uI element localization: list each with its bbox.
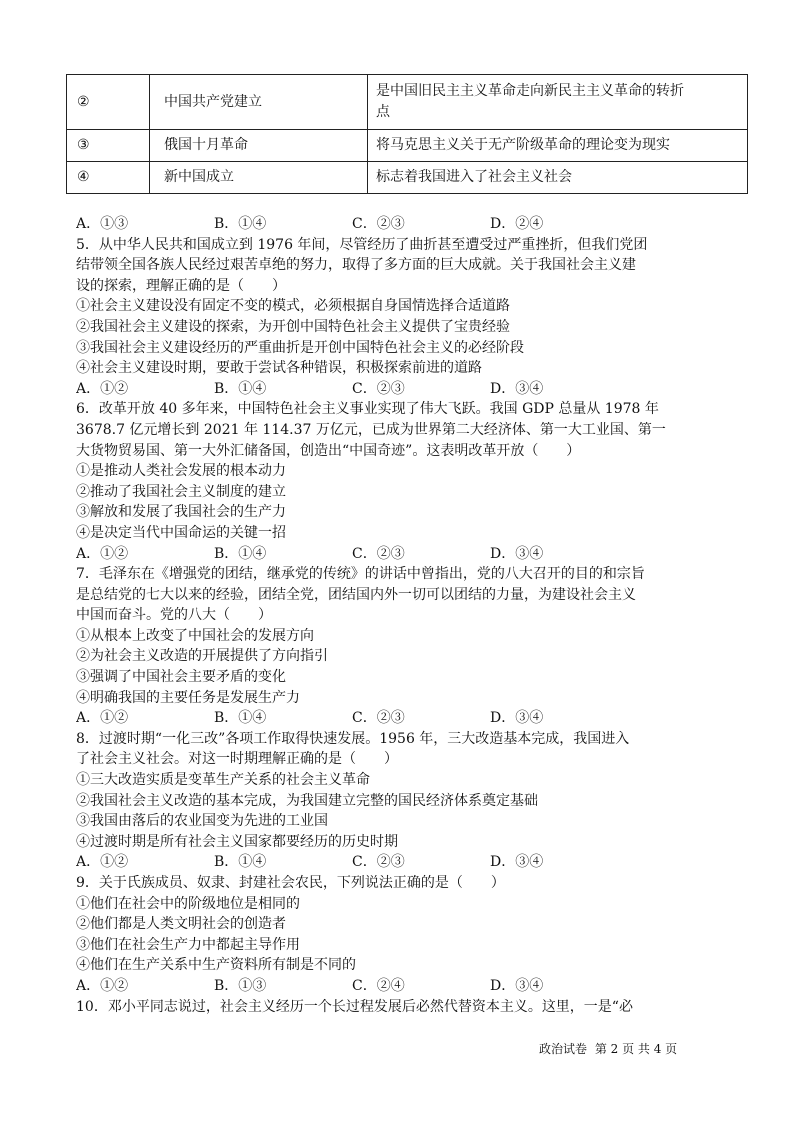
option-a: A．①② bbox=[76, 710, 129, 727]
statement-item: ④是决定当代中国命运的关键一招 bbox=[76, 524, 286, 541]
statement-item: ①他们在社会中的阶级地位是相同的 bbox=[76, 895, 300, 912]
statement-item: ①三大改造实质是变革生产关系的社会主义革命 bbox=[76, 772, 370, 789]
option-c: C．②③ bbox=[352, 710, 405, 727]
statement-item: ④过渡时期是所有社会主义国家都要经历的历史时期 bbox=[76, 833, 398, 850]
option-d: D．③④ bbox=[490, 977, 544, 994]
option-a: A．①② bbox=[76, 977, 129, 994]
row-description-line: 点 bbox=[376, 104, 390, 120]
statement-item: ④他们在生产关系中生产资料所有制是不同的 bbox=[76, 957, 356, 974]
row-description bbox=[368, 162, 748, 194]
option-c: C．②③ bbox=[352, 216, 405, 232]
row-event: 新中国成立 bbox=[150, 162, 368, 194]
questions-body bbox=[76, 214, 744, 1017]
option-d: D．③④ bbox=[490, 854, 544, 871]
question-stem-line: 中国而奋斗。党的八大（ ） bbox=[76, 607, 272, 624]
statement-item: ①社会主义建设没有固定不变的模式，必须根据自身国情选择合适道路 bbox=[76, 298, 510, 315]
row-number: ③ bbox=[67, 130, 150, 162]
statement-item: ②我国社会主义建设的探索，为开创中国特色社会主义提供了宝贵经验 bbox=[76, 318, 510, 335]
statement-item: ③我国由落后的农业国变为先进的工业国 bbox=[76, 813, 328, 830]
footer-page-number: 第 2 页 共 4 页 bbox=[594, 1042, 678, 1056]
statement-item: ④明确我国的主要任务是发展生产力 bbox=[76, 689, 300, 706]
question-6 bbox=[76, 399, 744, 564]
question-stem-line: 3678.7 亿元增长到 2021 年 114.37 万亿元，已成为世界第二大经济体、第一大工业国、第一 bbox=[76, 421, 666, 438]
question-stem-line: 设的探索，理解正确的是（ ） bbox=[76, 277, 286, 294]
statement-item: ④社会主义建设时期，要敢于尝试各种错误，积极探索前进的道路 bbox=[76, 360, 482, 377]
option-d: D．②④ bbox=[490, 216, 544, 232]
table-row bbox=[67, 130, 748, 162]
question-stem-line: 9．关于氏族成员、奴隶、封建社会农民，下列说法正确的是（ ） bbox=[76, 875, 505, 891]
statement-item: ②推动了我国社会主义制度的建立 bbox=[76, 483, 286, 500]
question-stem-line: 7．毛泽东在《增强党的团结，继承党的传统》的讲话中曾指出，党的八大召开的目的和宗旨 bbox=[76, 566, 645, 583]
option-a: A．①② bbox=[76, 545, 129, 562]
statement-item: ③我国社会主义建设经历的严重曲折是开创中国特色社会主义的必经阶段 bbox=[76, 339, 524, 356]
option-d: D．③④ bbox=[490, 380, 544, 397]
table-row bbox=[67, 162, 748, 194]
option-c: C．②③ bbox=[352, 545, 405, 562]
statement-item: ③强调了中国社会主要矛盾的变化 bbox=[76, 669, 286, 686]
option-b: B．①④ bbox=[214, 545, 267, 562]
question-8 bbox=[76, 729, 744, 873]
question-7 bbox=[76, 564, 744, 729]
question-stem-line: 8．过渡时期“一化三改”各项工作取得快速发展。1956 年，三大改造基本完成，我国进入 bbox=[76, 730, 630, 747]
q9-options bbox=[76, 976, 744, 997]
option-c: C．②④ bbox=[352, 977, 405, 994]
row-number: ② bbox=[67, 75, 150, 130]
question-stem-line: 10．邓小平同志说过，社会主义经历一个长过程发展后必然代替资本主义。这里，一是“必 bbox=[76, 998, 633, 1015]
q8-options bbox=[76, 852, 744, 873]
footer-subject: 政治试卷 bbox=[539, 1042, 588, 1056]
option-b: B．①④ bbox=[214, 710, 267, 727]
option-a: A．①② bbox=[76, 380, 129, 397]
q7-options bbox=[76, 708, 744, 729]
question-10 bbox=[76, 997, 744, 1018]
row-description bbox=[368, 75, 748, 130]
question-stem-line: 5．从中华人民共和国成立到 1976 年间，尽管经历了曲折甚至遭受过严重挫折，但我们党团 bbox=[76, 236, 648, 253]
row-description-line: 标志着我国进入了社会主义社会 bbox=[376, 169, 572, 185]
q5-options bbox=[76, 379, 744, 400]
row-description-line: 是中国旧民主主义革命走向新民主主义革命的转折 bbox=[376, 83, 684, 99]
row-number: ④ bbox=[67, 162, 150, 194]
row-event: 中国共产党建立 bbox=[150, 75, 368, 130]
question-stem-line: 是总结党的七大以来的经验，团结全党，团结国内外一切可以团结的力量，为建设社会主义 bbox=[76, 586, 636, 603]
statement-item: ②为社会主义改造的开展提供了方向指引 bbox=[76, 648, 328, 665]
question-stem-line: 了社会主义社会。对这一时期理解正确的是（ ） bbox=[76, 751, 398, 768]
option-a: A．①③ bbox=[76, 216, 129, 232]
option-d: D．③④ bbox=[490, 545, 544, 562]
question-5 bbox=[76, 235, 744, 400]
statement-item: ②他们都是人类文明社会的创造者 bbox=[76, 916, 286, 933]
option-a: A．①② bbox=[76, 854, 129, 871]
q6-options bbox=[76, 544, 744, 565]
statement-item: ①从根本上改变了中国社会的发展方向 bbox=[76, 627, 314, 644]
option-d: D．③④ bbox=[490, 710, 544, 727]
table-row bbox=[67, 75, 748, 130]
row-description bbox=[368, 130, 748, 162]
statement-item: ②我国社会主义改造的基本完成，为我国建立完整的国民经济体系奠定基础 bbox=[76, 792, 538, 809]
question-stem-line: 6．改革开放 40 多年来，中国特色社会主义事业实现了伟大飞跃。我国 GDP 总量从 1978 年 bbox=[76, 401, 659, 418]
statement-item: ①是推动人类社会发展的根本动力 bbox=[76, 463, 286, 480]
row-event: 俄国十月革命 bbox=[150, 130, 368, 162]
statement-item: ③他们在社会生产力中都起主导作用 bbox=[76, 936, 300, 953]
question-9 bbox=[76, 873, 744, 997]
option-b: B．①④ bbox=[214, 380, 267, 397]
option-c: C．②③ bbox=[352, 380, 405, 397]
row-description-line: 将马克思主义关于无产阶级革命的理论变为现实 bbox=[376, 137, 670, 153]
option-b: B．①④ bbox=[214, 216, 267, 232]
option-b: B．①④ bbox=[214, 854, 267, 871]
question-stem-line: 大货物贸易国、第一大外汇储备国，创造出“中国奇迹”。这表明改革开放（ ） bbox=[76, 442, 581, 459]
q4-options bbox=[76, 214, 744, 235]
option-b: B．①③ bbox=[214, 977, 267, 994]
option-c: C．②③ bbox=[352, 854, 405, 871]
question-stem-line: 结带领全国各族人民经过艰苦卓绝的努力，取得了多方面的巨大成就。关于我国社会主义建 bbox=[76, 257, 636, 274]
statement-item: ③解放和发展了我国社会的生产力 bbox=[76, 504, 286, 521]
events-table bbox=[66, 74, 748, 194]
page-footer bbox=[539, 1040, 681, 1057]
